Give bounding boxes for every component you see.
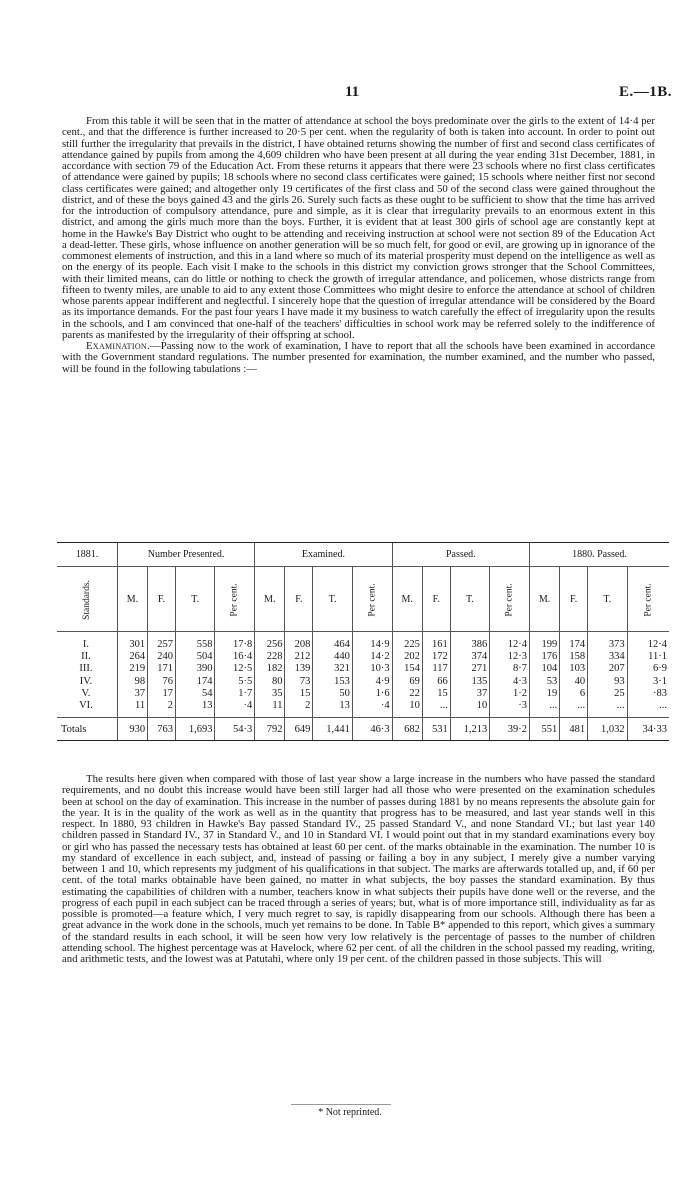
footnote: * Not reprinted. bbox=[318, 1107, 382, 1118]
table-cell: 15 bbox=[422, 688, 450, 700]
document-reference: E.—1B. bbox=[618, 84, 672, 100]
table-cell: 1·2 bbox=[490, 688, 530, 700]
col-m: M. bbox=[117, 567, 147, 632]
standard-label: V. bbox=[81, 687, 91, 699]
table-cell: 6·9 bbox=[627, 663, 669, 675]
table-cell: 16·4 bbox=[215, 651, 255, 663]
page-header bbox=[0, 84, 700, 104]
table-cell: ·4 bbox=[215, 700, 255, 718]
total-cell: 792 bbox=[255, 718, 285, 741]
col-f: F. bbox=[285, 567, 313, 632]
table-cell: 374 bbox=[450, 651, 490, 663]
table-cell: 257 bbox=[148, 632, 176, 652]
table-cell: 172 bbox=[422, 651, 450, 663]
table-cell: 10 bbox=[450, 700, 490, 718]
table-group-header bbox=[57, 543, 669, 567]
table-cell: 76 bbox=[148, 676, 176, 688]
table-cell: 171 bbox=[148, 663, 176, 675]
total-cell: 930 bbox=[117, 718, 147, 741]
page-number: 11 bbox=[345, 84, 360, 100]
table-cell: 4·3 bbox=[490, 676, 530, 688]
standards-label: Standards. bbox=[81, 579, 92, 620]
col-t: T. bbox=[313, 567, 353, 632]
table-cell: 202 bbox=[392, 651, 422, 663]
table-cell: 174 bbox=[560, 632, 588, 652]
table-cell: 321 bbox=[313, 663, 353, 675]
table-cell: 15 bbox=[285, 688, 313, 700]
total-cell: 34·33 bbox=[627, 718, 669, 741]
table-cell: 228 bbox=[255, 651, 285, 663]
table-cell: 199 bbox=[529, 632, 559, 652]
table-cell: 12·5 bbox=[215, 663, 255, 675]
table-cell: 219 bbox=[117, 663, 147, 675]
table-cell: 93 bbox=[588, 676, 628, 688]
table-cell: 53 bbox=[529, 676, 559, 688]
standard-label: I. bbox=[82, 639, 90, 650]
totals-row bbox=[57, 718, 669, 741]
table-cell: 66 bbox=[422, 676, 450, 688]
group-header: Number Presented. bbox=[117, 543, 254, 567]
total-cell: 531 bbox=[422, 718, 450, 741]
table-cell: 558 bbox=[175, 632, 215, 652]
table-cell: 4·9 bbox=[352, 676, 392, 688]
col-per-cent: Per cent. bbox=[643, 582, 654, 617]
body-text-top bbox=[62, 116, 655, 375]
table-cell: 25 bbox=[588, 688, 628, 700]
col-t: T. bbox=[588, 567, 628, 632]
table-cell: 158 bbox=[560, 651, 588, 663]
table-row bbox=[57, 632, 669, 652]
table-cell: 8·7 bbox=[490, 663, 530, 675]
table-cell: 10·3 bbox=[352, 663, 392, 675]
table-cell: 390 bbox=[175, 663, 215, 675]
table-cell: ... bbox=[529, 700, 559, 718]
total-cell: 649 bbox=[285, 718, 313, 741]
table-cell: 103 bbox=[560, 663, 588, 675]
table-cell: 1·6 bbox=[352, 688, 392, 700]
table-cell: 240 bbox=[148, 651, 176, 663]
table-cell: 2 bbox=[148, 700, 176, 718]
total-cell: 39·2 bbox=[490, 718, 530, 741]
table-cell: 208 bbox=[285, 632, 313, 652]
table-cell: ·83 bbox=[627, 688, 669, 700]
paragraph-examination bbox=[62, 341, 655, 375]
table-cell: 69 bbox=[392, 676, 422, 688]
table-cell: 440 bbox=[313, 651, 353, 663]
examination-heading: Examination. bbox=[86, 340, 150, 352]
table-cell: 11·1 bbox=[627, 651, 669, 663]
table-sub-header bbox=[57, 567, 669, 632]
table-cell: 12·3 bbox=[490, 651, 530, 663]
table-cell: 11 bbox=[255, 700, 285, 718]
table-cell: 161 bbox=[422, 632, 450, 652]
total-cell: 1,213 bbox=[450, 718, 490, 741]
group-header: Examined. bbox=[255, 543, 392, 567]
standard-label: VI. bbox=[79, 700, 93, 712]
table-cell: ·4 bbox=[352, 700, 392, 718]
table-cell: 98 bbox=[117, 676, 147, 688]
table-cell: 154 bbox=[392, 663, 422, 675]
table-cell: ... bbox=[627, 700, 669, 718]
table-row bbox=[57, 676, 669, 688]
table-cell: 104 bbox=[529, 663, 559, 675]
total-cell: 551 bbox=[529, 718, 559, 741]
col-per-cent: Per cent. bbox=[229, 582, 240, 617]
table-row bbox=[57, 700, 669, 718]
total-cell: 1,441 bbox=[313, 718, 353, 741]
table-cell: 35 bbox=[255, 688, 285, 700]
table-cell: 40 bbox=[560, 676, 588, 688]
col-t: T. bbox=[175, 567, 215, 632]
table-cell: 153 bbox=[313, 676, 353, 688]
table-cell: 17 bbox=[148, 688, 176, 700]
table-cell: ... bbox=[588, 700, 628, 718]
total-cell: 46·3 bbox=[352, 718, 392, 741]
table-cell: 19 bbox=[529, 688, 559, 700]
table-cell: 212 bbox=[285, 651, 313, 663]
table-cell: 176 bbox=[529, 651, 559, 663]
table-row bbox=[57, 688, 669, 700]
col-f: F. bbox=[148, 567, 176, 632]
table-cell: 225 bbox=[392, 632, 422, 652]
table-cell: 271 bbox=[450, 663, 490, 675]
table-cell: 73 bbox=[285, 676, 313, 688]
table-cell: 13 bbox=[175, 700, 215, 718]
table-cell: 182 bbox=[255, 663, 285, 675]
total-cell: 763 bbox=[148, 718, 176, 741]
table-cell: 17·8 bbox=[215, 632, 255, 652]
table-cell: 504 bbox=[175, 651, 215, 663]
table-cell: ... bbox=[560, 700, 588, 718]
examination-text: —Passing now to the work of examination, I have to report that all the schools have been examined in accordance with the Government standard regulations. The number presented for examination, the number examined, and the number who passed, will be found in the following tabulations :— bbox=[62, 340, 655, 375]
table-row bbox=[57, 663, 669, 675]
table-cell: 10 bbox=[392, 700, 422, 718]
table-cell: 80 bbox=[255, 676, 285, 688]
table-cell: 207 bbox=[588, 663, 628, 675]
totals-label: Totals bbox=[57, 718, 117, 741]
table-cell: ... bbox=[422, 700, 450, 718]
table-row bbox=[57, 651, 669, 663]
table-cell: 5·5 bbox=[215, 676, 255, 688]
table-cell: 11 bbox=[117, 700, 147, 718]
year-label: 1881. bbox=[57, 543, 117, 567]
col-per-cent: Per cent. bbox=[367, 582, 378, 617]
table-cell: 54 bbox=[175, 688, 215, 700]
col-t: T. bbox=[450, 567, 490, 632]
table-cell: 13 bbox=[313, 700, 353, 718]
footnote-rule bbox=[291, 1104, 391, 1105]
table-cell: 1·7 bbox=[215, 688, 255, 700]
table-cell: 14·9 bbox=[352, 632, 392, 652]
total-cell: 682 bbox=[392, 718, 422, 741]
total-cell: 1,032 bbox=[588, 718, 628, 741]
paragraph-attendance: From this table it will be seen that in the matter of attendance at school the boys predominate over the girls to the extent of 14·4 per cent., and that the difference is further increased to 20·5 per cent. when the regularity of both is taken into account. In order to point out still further the irregularity that prevails in the district, I have obtained returns showing the number of first and second class certificates of attendance gained by pupils from among the 4,609 children who have been present at all during the year ending 31st December, 1881, in accordance with section 79 of the Education Act. From these returns it appears that there were 23 schools where no first class certificates of attendance were gained by pupils; 18 schools where no second class certificates were gained; 15 schools where neither first nor second class certificates were gained; and altogether only 19 certificates of the first class and 50 of the second class were gained throughout the district, and of these the boys gained 43 and the girls 26. Surely such facts as these ought to be sufficient to show that the time has arrived for the introduction of compulsory attendance, pure and simple, as it is clear that irregularity prevails to an enormous extent in this district, and among the girls much more than the boys. Further, it is evident that at least 300 girls of school age are constantly kept at home in the Hawke's Bay District who ought to be attending and receiving instruction at school were not section 89 of the Education Act a dead-letter. These girls, whose influence on another generation will be so much felt, for good or evil, are growing up in ignorance of the commonest elements of instruction, and this in a land where so much of its material prosperity must depend on the intelligence as well as on the energy of its people. Each visit I make to the schools in this district my conviction grows stronger that the School Committees, with their limited means, can do little or nothing to check the growth of irregular attendance, and policemen, whose districts range from fifteen to twenty miles, are unable to aid to any extent those Committees who might desire to enforce the attendance at school of children whose parents appear indifferent and neglectful. I sincerely hope that the question of irregular attendance will be considered by the Board as its importance demands. For the past four years I have made it my business to watch carefully the effect of irregularity upon the results in the schools, and I am convinced that one-half of the teachers' difficulties in school work may be referred solely to the indifference of parents as manifested by the irregularity of their offspring at school. bbox=[62, 115, 655, 341]
standard-label: II. bbox=[81, 651, 91, 663]
group-header: 1880. Passed. bbox=[529, 543, 669, 567]
col-m: M. bbox=[529, 567, 559, 632]
col-f: F. bbox=[560, 567, 588, 632]
table-cell: 2 bbox=[285, 700, 313, 718]
table-cell: 14·2 bbox=[352, 651, 392, 663]
col-per-cent: Per cent. bbox=[504, 582, 515, 617]
table-cell: 12·4 bbox=[490, 632, 530, 652]
table-cell: 12·4 bbox=[627, 632, 669, 652]
table-cell: 301 bbox=[117, 632, 147, 652]
table-cell: 135 bbox=[450, 676, 490, 688]
table-cell: 37 bbox=[450, 688, 490, 700]
body-text-bottom bbox=[62, 774, 655, 965]
table-cell: 256 bbox=[255, 632, 285, 652]
col-m: M. bbox=[392, 567, 422, 632]
standard-label: IV. bbox=[79, 675, 93, 687]
table-cell: 464 bbox=[313, 632, 353, 652]
table-cell: 264 bbox=[117, 651, 147, 663]
table-cell: 386 bbox=[450, 632, 490, 652]
group-header: Passed. bbox=[392, 543, 529, 567]
total-cell: 1,693 bbox=[175, 718, 215, 741]
col-m: M. bbox=[255, 567, 285, 632]
table-cell: 373 bbox=[588, 632, 628, 652]
table-cell: ·3 bbox=[490, 700, 530, 718]
col-f: F. bbox=[422, 567, 450, 632]
paragraph-results: The results here given when compared with those of last year show a large increase in the numbers who have passed the standard requirements, and no doubt this increase would have been still larger had all those who were presented on the examination schedules been at school on the day of examination. This increase in the number of passes during 1881 by no means represents the absolute gain for the year. It is in the quality of the work as well as in the quantity that progress has to be measured, and last year stands well in this respect. In 1880, 93 children in Hawke's Bay passed Standard IV., 25 passed Standard V., and none Standard VI.; but last year 140 children passed in Standard IV., 37 in Standard V., and 10 in Standard VI. I would point out that in my standard examinations every boy or girl who has passed the necessary tests has obtained at least 60 per cent. of the marks obtainable in the examination. The number 10 is my standard of excellence in each subject, and, instead of passing or failing a boy in any subject, I merely give a number varying between 1 and 10, which represents my judgment of his qualifications in that subject. The marks are afterwards totalled up, and, if 60 per cent. of the total marks obtainable have been gained, no matter in what subjects, the boy passes the standard examination. By thus estimating the capabilities of children with a number, teachers know in what subjects their pupils have done well or the reverse, and the progress of each pupil in each subject can be traced through a series of years; but, what is of more importance still, individuality as far as possible is promoted—a feature which, I very much regret to say, is rapidly disappearing from our schools. Although there has been a great advance in the work done in the schools, much yet remains to be done. In Table B* appended to this report, which gives a summary of the standard results in each school, it will be seen how very low relatively is the percentage of passes to the number of children attending school. The highest percentage was at Havelock, where 62 per cent. of all the children in the school passed my reading, writing, and arithmetic tests, and the lowest was at Patutahi, where only 19 per cent. of the children passed in those subjects. This will bbox=[62, 773, 655, 965]
table-cell: 139 bbox=[285, 663, 313, 675]
table-cell: 3·1 bbox=[627, 676, 669, 688]
table-cell: 22 bbox=[392, 688, 422, 700]
table-cell: 117 bbox=[422, 663, 450, 675]
total-cell: 54·3 bbox=[215, 718, 255, 741]
standard-label: III. bbox=[79, 663, 93, 675]
table-cell: 50 bbox=[313, 688, 353, 700]
table-cell: 334 bbox=[588, 651, 628, 663]
total-cell: 481 bbox=[560, 718, 588, 741]
table-cell: 174 bbox=[175, 676, 215, 688]
table-cell: 37 bbox=[117, 688, 147, 700]
table-cell: 6 bbox=[560, 688, 588, 700]
standards-results-table bbox=[57, 542, 669, 741]
